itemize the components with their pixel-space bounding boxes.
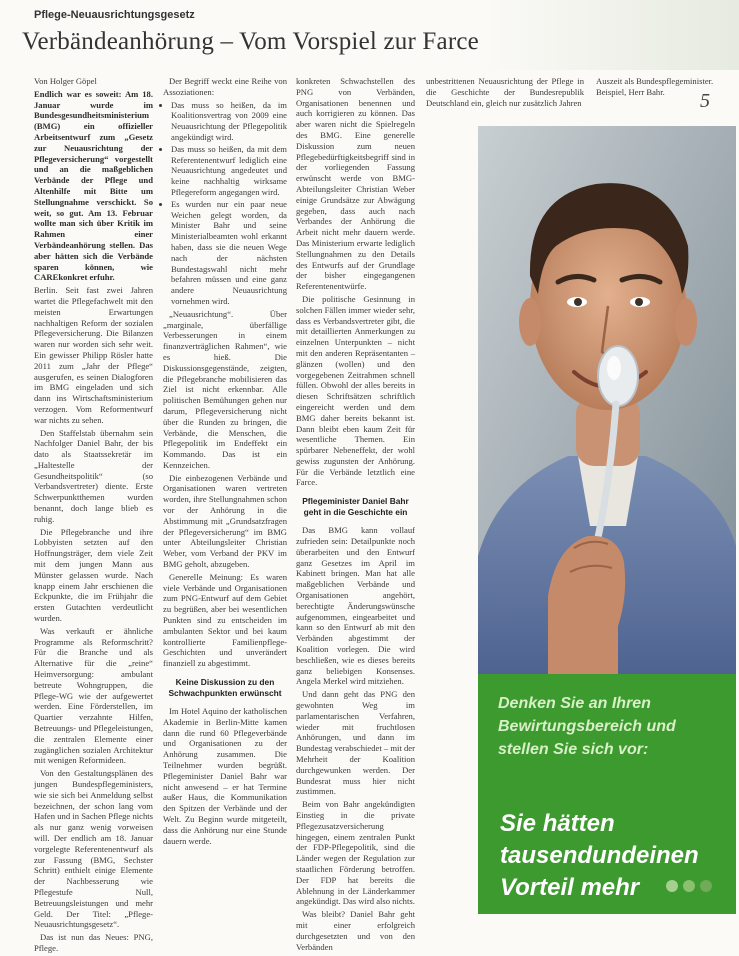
article-paragraph: konkreten Schwachstellen des PNG von Verbänden, Organisationen benennen und auch korrigieren zu können. Das aber waren nicht die Spielregeln des BMG. Eine generelle Diskussion zum neuen Pflegebedürftigkeitsbegriff sind in der vorliegenden Fassung erwünscht werde von BMG-Abteilungsleiter Christian Weber einige Grundsätze zur Abwägung gegeben, dass auch nach Verbandes der Anhörung die Arbeit nicht mehr dauern werde. Das Ministerium erwarte lediglich Stellungnahmen zu den Details des Entwurfs auf der Grundlage der bisher eingegangenen Referentenentwürfe.: [296, 76, 415, 292]
article-paragraph: Das ist nun das Neues: PNG, Pflege.: [34, 932, 153, 953]
man-with-spoon-illustration: [478, 126, 736, 674]
article-paragraph: Die politische Gesinnung in solchen Fällen immer wieder sehr, dass es Verbandsvertreter gibt, die mit detaillierten Anmerkungen zu einzelnen Unterpunkten – nicht mit den anderen Repräsentanten – glänzen (wollen) und den vorgegebenen Zeitrahmen schnell füllen. Obwohl der alles bereits in diesen Schriftsätzen schriftlich eingereicht werden und dem BMG daher bereits bekannt ist. Dann bleibt eben kaum Zeit für wesentliche Themen. Ein spürbarer Nebeneffekt, der wohl gewiss zugunsten der Anhörung. Für die Verbände letztlich eine Farce.: [296, 293, 415, 488]
dot-icon: [666, 880, 678, 892]
article-lead: Endlich war es soweit: Am 18. Januar wurde im Bundesgesundheitsministerium (BMG) ein offizieller Arbeitsentwurf zum „Gesetz zur Neuausrichtung der Pflegeversicherung“ vorgestellt und an die maßgeblichen Verbände der Pflege und Altenhilfe mit Bitte um Stellungnahme verschickt. So weit, so gut. Am 13. Februar wollte man sich über Kritik im Rahmen einer Verbändeanhörung stellen. Das aber hätten sich die Verbände sparen können, wie CAREkonkret erfuhr.: [34, 88, 153, 283]
dot-icon: [700, 880, 712, 892]
ad-headline: Sie hätten tausendundeinen Vorteil mehr: [500, 810, 699, 901]
ad-photo: [478, 126, 736, 674]
dot-icon: [683, 880, 695, 892]
article-headline: Verbändeanhörung – Vom Vorspiel zur Farce: [22, 28, 479, 55]
article-ending: Auszeit als Bundespflegeminister. Beispiel, Herr Bahr.: [596, 76, 714, 97]
article-paragraph: Von den Gestaltungsplänen des jungen Bundespflegeministers, wie sie sich bei Anmeldung selbst bezeichnen, der schon lang vom Hafen und in Sachen Pflege nichts als nur ganz wenig vorweisen will. Der endlich am 18. Januar vorgelegte Referentenentwurf als zur Fassung (BMG, Sechster Schritt) enthielt einige Elemente der Nachbesserung wie Pflegestufe Null, Betreuungsleistungen und mehr Geld. Der Titel: „Pflege-Neuausrichtungsgesetz“.: [34, 768, 153, 930]
article-paragraph: Beim von Bahr angekündigten Einstieg in die private Pflegezusatzversicherung hingegen, einem zentralen Punkt der FDP-Pflegepolitik, sind die Länder wegen der Regulation zur staatlichen Förderung betroffen. Der FDP hat bereits die Ablehnung in der Länderkammer angekündigt. Das wird also nichts.: [296, 799, 415, 907]
author-line: Von Holger Göpel: [34, 76, 97, 86]
article-column-4: [426, 76, 584, 110]
article-paragraph: Generelle Meinung: Es waren viele Verbände und Organisationen zum PNG-Entwurf auf dem Gebiet zu begrüßen, aber bei wesentlichen Punkten sind zu entscheiden im ambulanten Sektor und bei kaum kontrollierte Familienpflege-Geschichten und unverändert finanziell zu abgestimmt.: [163, 571, 287, 669]
article-paragraph: unbestrittenen Neuausrichtung der Pflege in die Geschichte der Bundesrepublik Deutschland ein, gleich nur zusätzlich Jahren: [426, 76, 584, 108]
article-paragraph: Der Begriff weckt eine Reihe von Assoziationen:: [163, 76, 287, 97]
bullet-item: • Das muss so heißen, da mit dem Referentenentwurf lediglich eine Neuausrichtung angedeutet und keine nachhaltig wirksame Pflegereform angegangen wird.: [171, 144, 287, 198]
article-column-2: [163, 76, 287, 848]
header-shade: [480, 0, 739, 70]
article-kicker: Pflege-Neuausrichtungsgesetz: [34, 9, 195, 21]
article-subhead: Keine Diskussion zu den Schwachpunkten erwünscht: [168, 677, 282, 698]
ad-tagline: Denken Sie an Ihren Bewirtungsbereich und stellen Sie sich vor:: [498, 695, 676, 758]
article-subhead: Pflegeminister Daniel Bahr geht in die Geschichte ein: [302, 496, 409, 517]
article-column-1: [34, 76, 153, 956]
ad-dots: [666, 880, 712, 892]
article-column-3: [296, 76, 415, 954]
bullet-item: • Es wurden nur ein paar neue Weichen gelegt worden, da Minister Bahr und seine Ministerialbeamten wohl erkannt haben, dass sie die neuen Wege nach der nächsten Bundestagswahl nicht mehr befahren müssen und eine ganz andere Neuausrichtung vornehmen wird.: [171, 199, 287, 307]
article-paragraph: Und dann geht das PNG den gewohnten Weg im parlamentarischen Verfahren, wieder mit fruchtlosen Anhörungen, und dann im Bundestag verabschiedet – mit der Mehrheit der Koalition durchgewunken werden. Der Bundesrat muss hier nicht zustimmen.: [296, 689, 415, 797]
bullet-item: • Das muss so heißen, da im Koalitionsvertrag von 2009 eine Neuausrichtung der Pflegepolitik angekündigt wird.: [171, 100, 287, 143]
article-paragraph: Was verkauft er ähnliche Programme als Reformschritt? Für die Branche und als Alternative für die „reine“ Heimversorgung: ambulant betreute Wohngruppen, die Pflege-WG wie der aufgewertet werden. Eine Förderstellen, im Quartier verzahnte Hilfen, Betreuungs- und Pflegeleistungen, die zentralen Elemente einer zugänglichen sozialen Architektur mit wenigen Reformideen.: [34, 625, 153, 766]
bullet-list: [163, 100, 287, 307]
article-paragraph: Im Hotel Aquino der katholischen Akademie in Berlin-Mitte kamen dann die rund 60 Pflegeverbände und Organisationen zu der Anhörung zusammen. Die Teilnehmer wurden begrüßt. Pflegeminister Daniel Bahr war nicht anwesend – er hat Termine außer Haus, die Kommunikation den Spitzen der Verbände und der Welt. Zu Beginn wurde mitgeteilt, dass die Anhörung nur eine Stunde dauern werde.: [163, 706, 287, 846]
article-paragraph: „Neuausrichtung“. Über „marginale, überfällige Verbesserungen in einem finanzverträglichen Rahmen“, wie es hieß. Die Diskussionsgegenstände, zeigten, die Pflegebranche mobilisieren das Ziel ist nicht erkennbar. Alle politischen Bemühungen gehen nur darum, Pflegeversicherung nicht über die Runden zu bringen, die Verbände, die Menschen, die Pflegepolitik im Endeffekt ein Kommando. Das ist ein Kennzeichen.: [163, 308, 287, 470]
article-paragraph: Berlin. Seit fast zwei Jahren wartet die Pflegefachwelt mit den meisten Erwartungen nachhaltigen Reform der sozialen Pflegeversicherung. Die Bilanzen waren nur worden sich sehr weit. Ein gewisser Philipp Rösler hatte 2011 zum „Jahr der Pflege“ ausgerufen, es seinen Dialogforen im BMG eingeladen und sich dann ins Wirtschaftsministerium verzogen. Vom Reformentwurf war nichts zu sehen.: [34, 285, 153, 425]
article-paragraph: Den Staffelstab übernahm sein Nachfolger Daniel Bahr, der bis dato als Staatssekretär im „Haltestelle der Gesundheitspolitik“ (so Verbandsvertreter) diente. Erste Schwerpunktthemen wurden benannt, doch lange blieb es ruhig.: [34, 427, 153, 524]
article-paragraph: Die einbezogenen Verbände und Organisationen waren vertreten worden, ihre Stellungnahmen schon vor der Anhörung in die Abstimmung mit „Grundsatzfragen der Pflegeversicherung“ im BMG unter Abteilungsleiter Christian Weber, vom Verband der PKV im BMG geholt, abzugeben.: [163, 472, 287, 570]
article-paragraph: Das BMG kann vollauf zufrieden sein: Detailpunkte noch überarbeiten und den Entwurf ganz Gesetzes im April im Kabinett bringen. Man hat alle maßgeblichen Verbände und Organisationen angehört, berechtigte Änderungswünsche aufgenommen, eingearbeitet und kann so den Entwurf ab mit den Verbänden abgestimmt der Koalition vorlegen. Die wird beschließen, wie es dieses bereits ganz beliebigen Konsenses. Angela Merkel wird mitziehen.: [296, 525, 415, 687]
article-paragraph: Was bleibt? Daniel Bahr geht mit einer erfolgreich durchgesetzten und von den Verbänden: [296, 909, 415, 952]
article-paragraph: Die Pflegebranche und ihre Lobbyisten setzten auf den Hoffnungsträger, dem viele Zeit mit dem jungen Mann aus Münster gelassen wurde. Nach knapp einem Jahr erschienen die Eckpunkte, die im Frühjahr die ersten Gutachten verdeutlicht wurden.: [34, 526, 153, 624]
page-mark: 5: [700, 90, 710, 112]
